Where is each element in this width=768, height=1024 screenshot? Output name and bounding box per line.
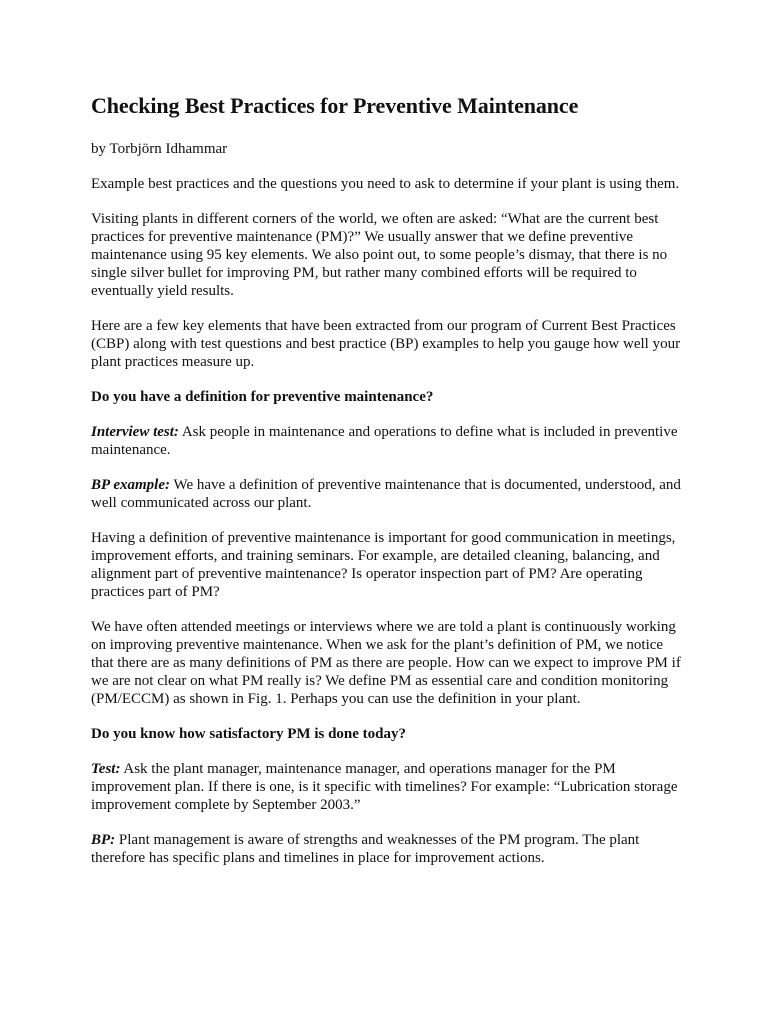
interview-test-text: Ask people in maintenance and operations to define what is included in preventive maintenance. bbox=[91, 424, 678, 458]
bp-example-label: BP example: bbox=[91, 477, 171, 493]
intro-paragraph: Example best practices and the questions you need to ask to determine if your plant is using them. bbox=[91, 176, 680, 192]
test-paragraph bbox=[91, 760, 686, 814]
section-heading-definition: Do you have a definition for preventive maintenance? bbox=[91, 389, 434, 405]
body-paragraph-4: We have often attended meetings or interviews where we are told a plant is continuously working on improving preventive maintenance. When we ask for the plant’s definition of PM, we notice that there are as many definitions of PM as there are people. How can we expect to improve PM if we are not clear on what PM really is? We define PM as essential care and condition monitoring (PM/ECCM) as shown in Fig. 1. Perhaps you can use the definition in your plant. bbox=[91, 619, 681, 707]
bp-text: Plant management is aware of strengths and weaknesses of the PM program. The plant therefore has specific plans and timelines in place for improvement actions. bbox=[91, 832, 640, 866]
bp-paragraph bbox=[91, 831, 686, 867]
body-paragraph-2: Here are a few key elements that have been extracted from our program of Current Best Practices (CBP) along with test questions and best practice (BP) examples to help you gauge how well your plant practices measure up. bbox=[91, 318, 681, 370]
author-byline: by Torbjörn Idhammar bbox=[91, 141, 228, 157]
bp-label: BP: bbox=[91, 832, 116, 848]
bp-example-text: We have a definition of preventive maintenance that is documented, understood, and well communicated across our plant. bbox=[91, 477, 681, 511]
section-heading-satisfactory-pm: Do you know how satisfactory PM is done today? bbox=[91, 726, 407, 742]
test-text: Ask the plant manager, maintenance manager, and operations manager for the PM improvement plan. If there is one, is it specific with timelines? For example: “Lubrication storage improvement complete by September 2003.” bbox=[91, 761, 678, 813]
body-paragraph-3: Having a definition of preventive maintenance is important for good communication in meetings, improvement efforts, and training seminars. For example, are detailed cleaning, balancing, and alignment part of preventive maintenance? Is operator inspection part of PM? Are operating practices part of PM? bbox=[91, 530, 676, 600]
interview-test-paragraph bbox=[91, 423, 686, 459]
document-title: Checking Best Practices for Preventive Maintenance bbox=[91, 93, 579, 118]
document-page bbox=[91, 92, 686, 884]
interview-test-label: Interview test: bbox=[91, 424, 179, 440]
bp-example-paragraph bbox=[91, 476, 686, 512]
test-label: Test: bbox=[91, 761, 121, 777]
body-paragraph-1: Visiting plants in different corners of the world, we often are asked: “What are the current best practices for preventive maintenance (PM)?” We usually answer that we define preventive maintenance using 95 key elements. We also point out, to some people’s dismay, that there is no single silver bullet for improving PM, but rather many combined efforts will be required to eventually yield results. bbox=[91, 211, 668, 299]
